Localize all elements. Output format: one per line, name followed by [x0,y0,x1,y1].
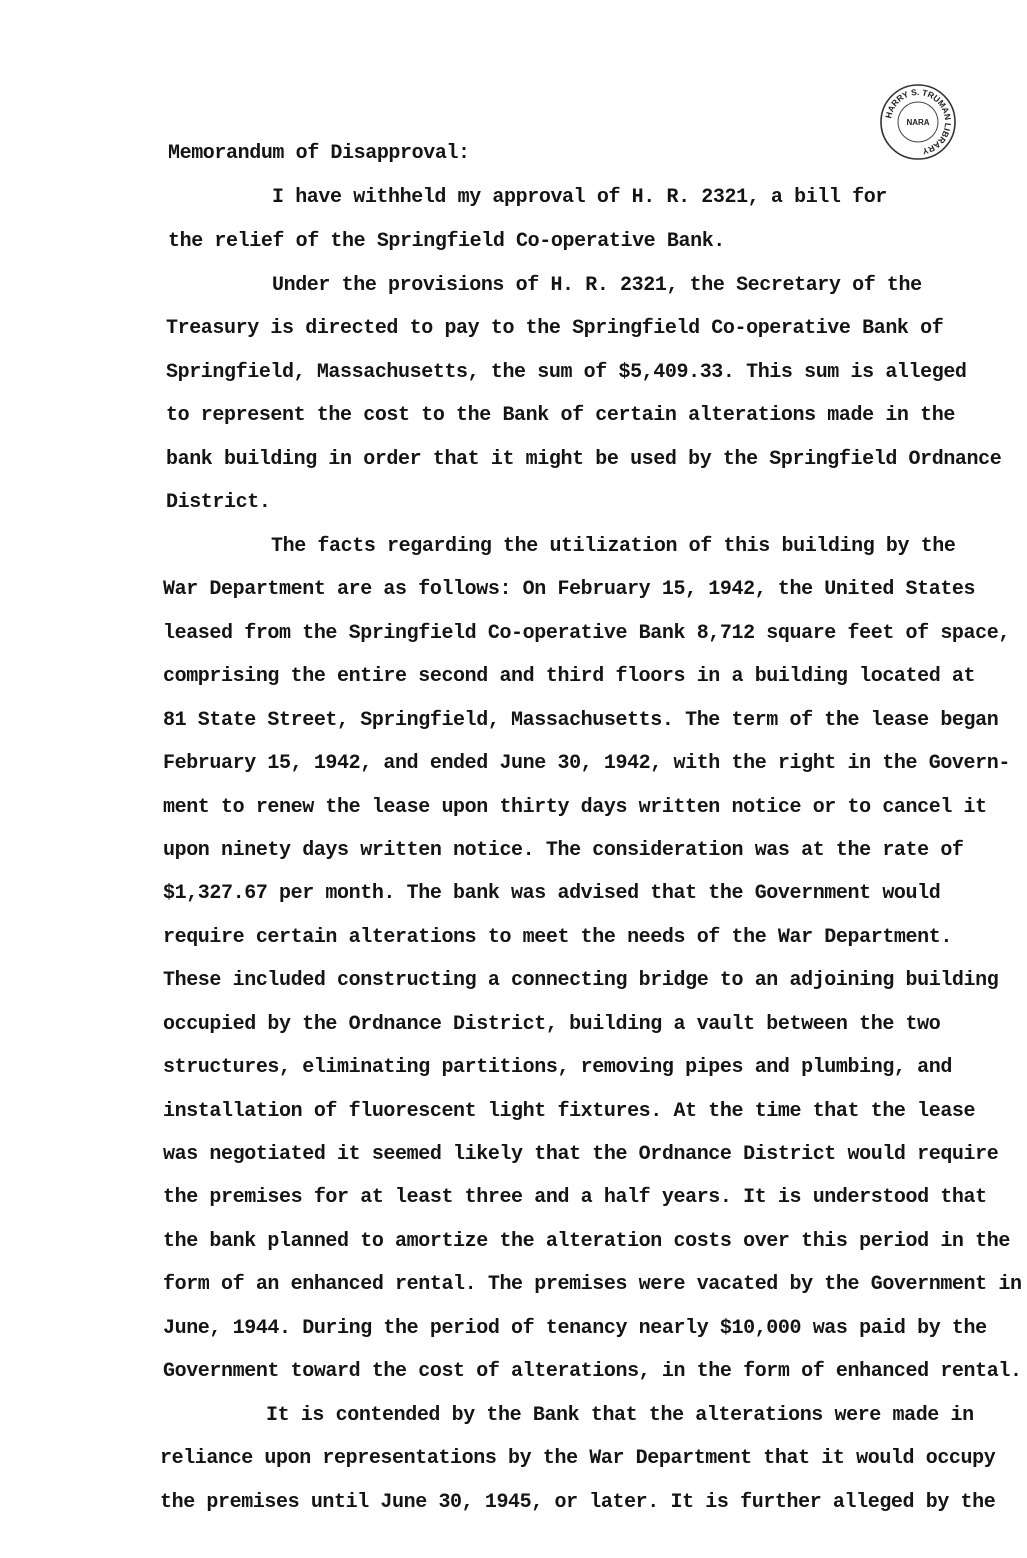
memo-line: occupied by the Ordnance District, building a vault between the two [163,1013,941,1036]
memo-line: I have withheld my approval of H. R. 2321, a bill for [272,186,887,209]
memo-line: reliance upon representations by the War Department that it would occupy [160,1447,996,1470]
memo-line: ment to renew the lease upon thirty days written notice or to cancel it [163,796,987,819]
stamp-center-text: NARA [906,118,930,127]
memo-line: Government toward the cost of alterations, in the form of enhanced rental. [163,1360,1022,1383]
memo-line: the bank planned to amortize the alteration costs over this period in the [163,1230,1010,1253]
memo-line: leased from the Springfield Co-operative Bank 8,712 square feet of space, [163,622,1010,645]
memo-line: Under the provisions of H. R. 2321, the Secretary of the [272,274,922,297]
memo-line: Springfield, Massachusetts, the sum of $5,409.33. This sum is alleged [166,361,967,384]
memo-line: June, 1944. During the period of tenancy nearly $10,000 was paid by the [163,1317,987,1340]
memo-line: require certain alterations to meet the needs of the War Department. [163,926,952,949]
memo-line: form of an enhanced rental. The premises were vacated by the Government in [163,1273,1022,1296]
memo-line: 81 State Street, Springfield, Massachusetts. The term of the lease began [163,709,999,732]
memo-line: was negotiated it seemed likely that the Ordnance District would require [163,1143,999,1166]
memo-line: Treasury is directed to pay to the Springfield Co-operative Bank of [166,317,944,340]
memo-line: comprising the entire second and third floors in a building located at [163,665,976,688]
memo-line: the relief of the Springfield Co-operative Bank. [168,230,725,253]
memo-line: the premises for at least three and a half years. It is understood that [163,1186,987,1209]
memo-line: structures, eliminating partitions, removing pipes and plumbing, and [163,1056,952,1079]
memo-line: to represent the cost to the Bank of certain alterations made in the [166,404,955,427]
memo-line: The facts regarding the utilization of this building by the [271,535,956,558]
memo-heading: Memorandum of Disapproval: [168,142,470,165]
memo-line: upon ninety days written notice. The consideration was at the rate of [163,839,964,862]
memo-line: These included constructing a connecting bridge to an adjoining building [163,969,999,992]
stamp-ring-text: HARRY S. TRUMAN LIBRARY [883,86,954,157]
memo-line: War Department are as follows: On February 15, 1942, the United States [163,578,976,601]
memo-line: District. [166,491,271,514]
memo-line: installation of fluorescent light fixtures. At the time that the lease [163,1100,976,1123]
memo-line: $1,327.67 per month. The bank was advised that the Government would [163,882,941,905]
truman-library-stamp [878,82,958,162]
memo-line: the premises until June 30, 1945, or later. It is further alleged by the [160,1491,996,1514]
memo-line: February 15, 1942, and ended June 30, 1942, with the right in the Govern- [163,752,1010,775]
memo-line: It is contended by the Bank that the alterations were made in [266,1404,974,1427]
memo-line: bank building in order that it might be used by the Springfield Ordnance [166,448,1002,471]
